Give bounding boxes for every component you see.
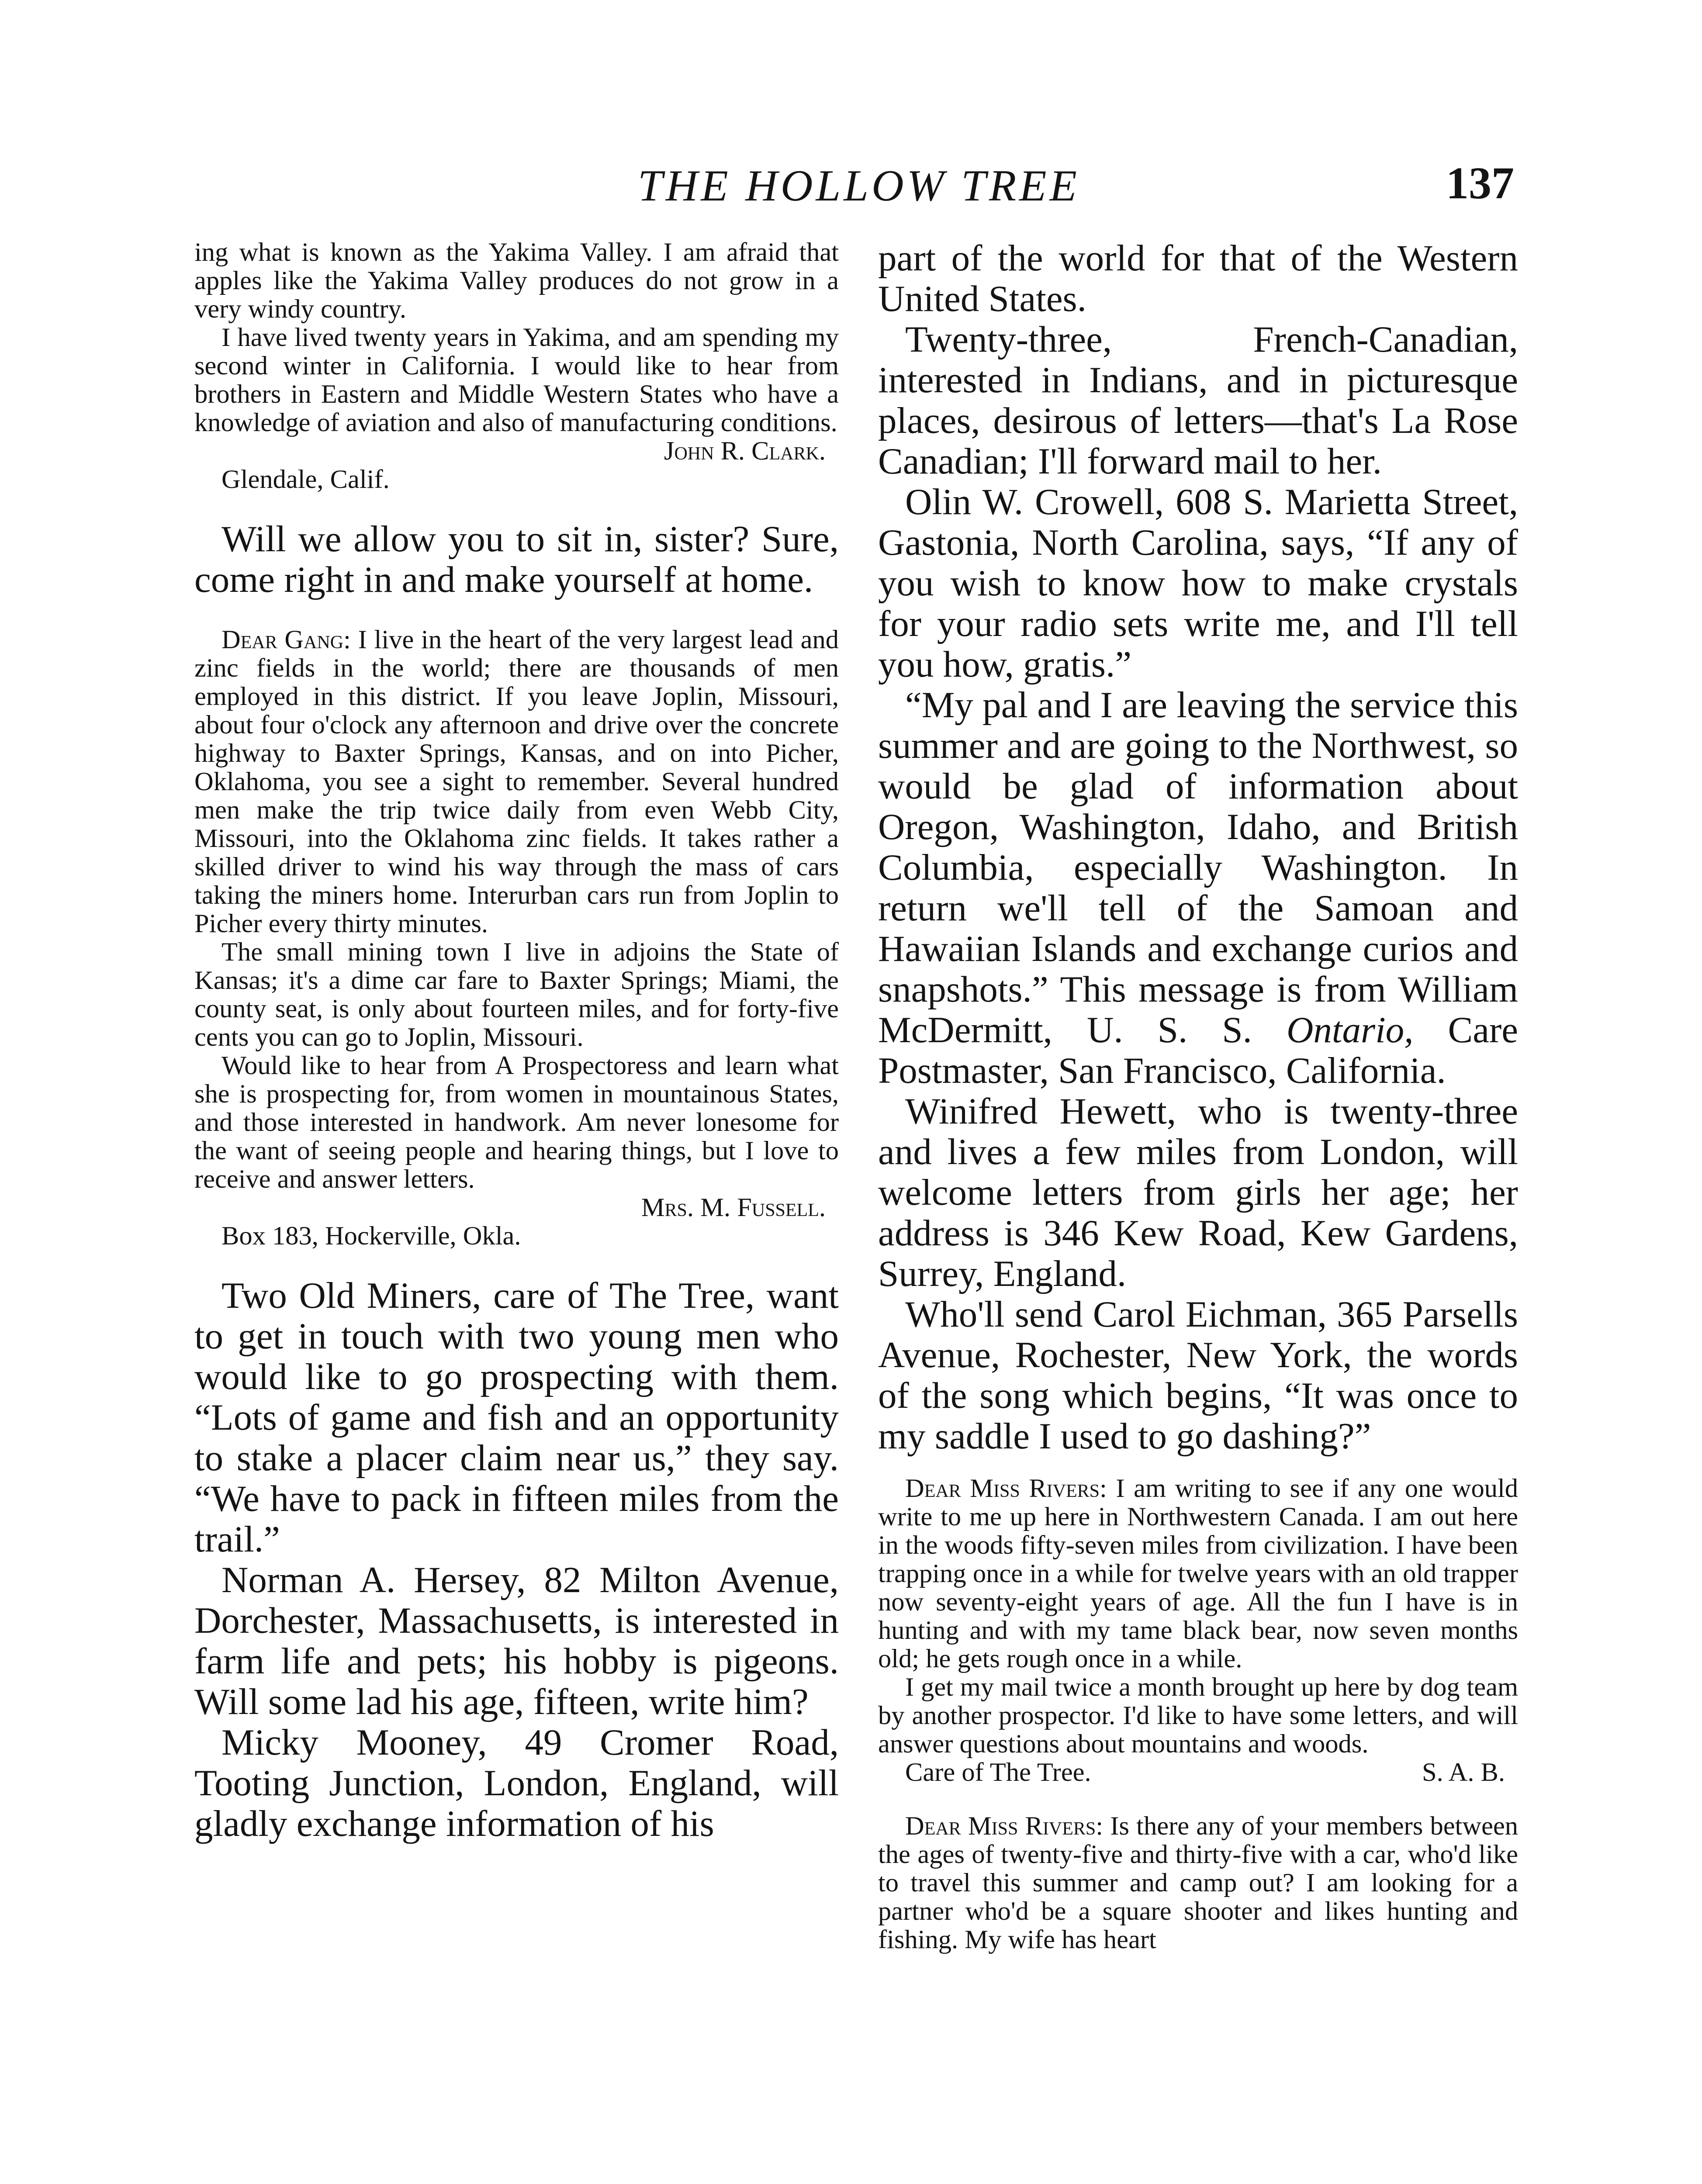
note-la-rose-canadian: Twenty-three, French-Canadian, interested in Indians, and in picturesque places, desirous of letters—that's La Rose Canadian; I'll forward mail to her. <box>878 319 1518 482</box>
running-title: THE HOLLOW TREE <box>638 161 1080 211</box>
letter-sab-place: Care of The Tree. <box>905 1758 1091 1787</box>
letter-fussell-para-3: Would like to hear from A Prospectoress and learn what she is prospecting for, from women in mountainous States, and those interested in handwork. Am never lonesome for the want of seeing people and hearing things, but I love to receive and answer letters. <box>194 1051 839 1194</box>
note-mooney: Micky Mooney, 49 Cromer Road, Tooting Junction, London, England, will gladly exchange information of his <box>194 1722 839 1844</box>
letter-camping-partner <box>878 1812 1518 1954</box>
letter-salutation: Dear Miss Rivers: <box>905 1811 1104 1841</box>
note-mcdermitt-text: “My pal and I are leaving the service this summer and are going to the Northwest, so would be glad of information about Oregon, Washington, Idaho, and British Columbia, especially Washington. In return we'll tell of the Samoan and Hawaiian Islands and exchange curios and snapshots.” This message is from William McDermitt, U. S. S. <box>878 684 1518 1051</box>
letter-sab <box>878 1474 1518 1787</box>
letter-fussell-para-1 <box>194 625 839 938</box>
letter-clark-place: Glendale, Calif. <box>221 465 390 494</box>
note-hersey: Norman A. Hersey, 82 Milton Avenue, Dorchester, Massachusetts, is interested in farm life and pets; his hobby is pigeons. Will some lad his age, fifteen, write him? <box>194 1559 839 1722</box>
letter-sab-para-2: I get my mail twice a month brought up here by dog team by another prospector. I'd like to have some letters, and will answer questions about mountains and woods. <box>878 1673 1518 1759</box>
letter-fussell-signature <box>194 1193 839 1222</box>
page-number: 137 <box>1446 158 1514 208</box>
right-column <box>878 238 1518 1954</box>
letter-fussell <box>194 625 839 1250</box>
letter-fussell-place: Box 183, Hockerville, Okla. <box>221 1221 521 1251</box>
note-hewett: Winifred Hewett, who is twenty-three and lives a few miles from London, will welcome letters from girls her age; her address is 346 Kew Road, Kew Gardens, Surrey, England. <box>878 1091 1518 1294</box>
letter-salutation: Dear Gang: <box>221 625 351 654</box>
editor-note-sister <box>194 519 839 600</box>
letter-clark <box>194 238 839 494</box>
note-two-old-miners: Two Old Miners, care of The Tree, want to get in touch with two young men who would like to go prospecting with them. “Lots of game and fish and an opportunity to stake a placer claim near us,” they say. “We have to pack in fifteen miles from the trail.” <box>194 1275 839 1560</box>
letter-clark-para-1: ing what is known as the Yakima Valley. I am afraid that apples like the Yakima Valley produces do not grow in a very windy country. <box>194 238 839 324</box>
notes-group-right <box>878 238 1518 1457</box>
letter-fussell-para-2: The small mining town I live in adjoins the State of Kansas; it's a dime car fare to Baxter Springs; Miami, the county seat, is only about fourteen miles, and for forty-five cents you can go to Joplin, Missouri. <box>194 937 839 1052</box>
left-column <box>194 238 839 1844</box>
letter-salutation: Dear Miss Rivers: <box>905 1474 1107 1503</box>
note-crowell: Olin W. Crowell, 608 S. Marietta Street, Gastonia, North Carolina, says, “If any of you wish to know how to make crystals for your radio sets write me, and I'll tell you how, gratis.” <box>878 481 1518 685</box>
letter-clark-signature <box>194 437 839 465</box>
letter-body-text: I live in the heart of the very largest lead and zinc fields in the world; there are thousands of men employed in this district. If you leave Joplin, Missouri, about four o'clock any afternoon and drive over the concrete highway to Baxter Springs, Kansas, and on into Picher, Oklahoma, you see a sight to remember. Several hundred men make the trip twice daily from even Webb City, Missouri, into the Oklahoma zinc fields. It takes rather a skilled driver to wind his way through the mass of cars taking the miners home. Interurban cars run from Joplin to Picher every thirty minutes. <box>194 625 839 938</box>
letter-body-text: Is there any of your members between the ages of twenty-five and thirty-five with a car, who'd like to travel this summer and camp out? I am looking for a partner who'd be a square shooter and likes hunting and fishing. My wife has heart <box>878 1811 1518 1954</box>
signature-text: Mrs. M. Fussell. <box>641 1193 826 1222</box>
note-mcdermitt <box>878 685 1518 1091</box>
letter-camping-para-1 <box>878 1812 1518 1954</box>
ship-name: Ontario, <box>1286 1009 1414 1051</box>
letter-sab-signature: S. A. B. <box>1422 1758 1505 1787</box>
note-mcdermitt-text-end: Care Postmaster, San Francisco, California. <box>878 1009 1518 1091</box>
letter-body-text: I am writing to see if any one would write to me up here in Northwestern Canada. I am out here in the woods fifty-seven miles from civilization. I have been trapping once in a while for twelve years with an old trapper now seventy-eight years of age. All the fun I have is in hunting and with my tame black bear, now seven months old; he gets rough once in a while. <box>878 1474 1519 1673</box>
letter-sab-signoff <box>878 1758 1518 1787</box>
note-mooney-continued: part of the world for that of the Western United States. <box>878 238 1518 319</box>
editor-note-text: Will we allow you to sit in, sister? Sure, come right in and make yourself at home. <box>194 518 839 600</box>
letter-clark-para-2: I have lived twenty years in Yakima, and am spending my second winter in California. I would like to hear from brothers in Eastern and Middle Western States who have a knowledge of aviation and also of manufacturing conditions. <box>194 323 839 437</box>
notes-group-left <box>194 1275 839 1844</box>
note-eichman: Who'll send Carol Eichman, 365 Parsells Avenue, Rochester, New York, the words of the song which begins, “It was once to my saddle I used to go dashing?” <box>878 1294 1518 1457</box>
letter-sab-para-1 <box>878 1474 1518 1673</box>
signature-text: John R. Clark. <box>664 436 826 466</box>
